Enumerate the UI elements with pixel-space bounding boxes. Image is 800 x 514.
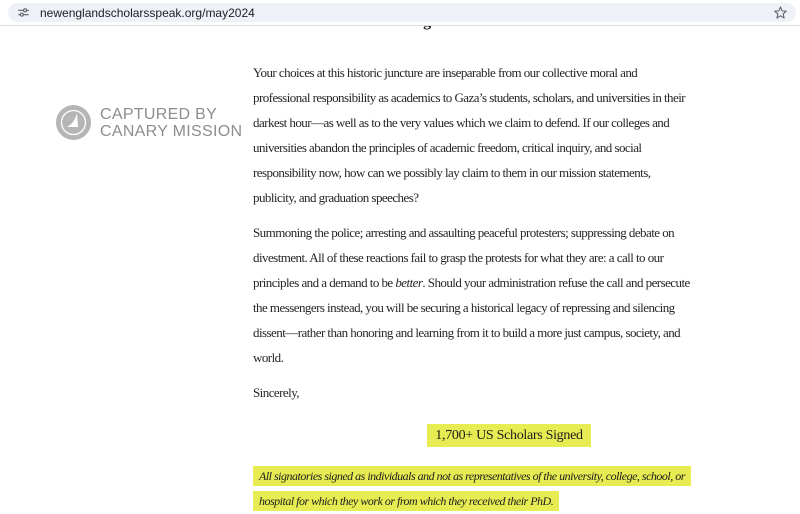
letter-line: universities abandon the principles of academic freedom, critical inquiry, and social: [253, 140, 642, 155]
url-text[interactable]: newenglandscholarsspeak.org/may2024: [40, 5, 255, 20]
disclaimer-line: All signatories signed as individuals and not as representatives of the university, college, school, or: [253, 464, 788, 489]
bookmark-star-icon[interactable]: [773, 5, 788, 20]
letter-line: the messengers instead, you will be securing a historical legacy of repressing and silencing: [253, 300, 675, 315]
line-segment: principles and a demand to be: [253, 275, 396, 290]
letter-line: divestment. All of these reactions fail to grasp the protests for what they are: a call to our: [253, 250, 664, 265]
letter-line: darkest hour—as well as to the very values which we claim to defend. If our colleges and: [253, 115, 670, 130]
open-letter-body: [253, 60, 788, 514]
scholars-signed-highlight: 1,700+ US Scholars Signed: [427, 424, 590, 447]
watermark-line2: CANARY MISSION: [100, 122, 243, 140]
letter-line: world.: [253, 350, 284, 365]
letter-line: responsibility now, how can we possibly lay claim to them in our mission statements,: [253, 165, 651, 180]
line-segment: . Should your administration refuse the call and persecute: [422, 275, 690, 290]
italic-word: better: [395, 275, 423, 290]
letter-line: professional responsibility as academics to Gaza’s students, scholars, and universities in their: [253, 90, 686, 105]
watermark-text: [100, 106, 242, 140]
letter-line: [253, 270, 788, 295]
letter-line: Summoning the police; arresting and assaulting peaceful protesters; suppressing debate on: [253, 225, 675, 240]
letter-line: publicity, and graduation speeches?: [253, 190, 419, 205]
letter-line: dissent—rather than honoring and learning from it to build a more just campus, society, and: [253, 325, 681, 340]
address-bar[interactable]: [8, 3, 796, 22]
letter-line: Your choices at this historic juncture are inseparable from our collective moral and: [253, 65, 638, 80]
signatories-disclaimer: [253, 464, 788, 514]
scholars-signed-line: [253, 423, 765, 448]
paragraph-2: [253, 220, 788, 370]
canary-bird-icon: [56, 105, 91, 140]
site-controls-icon[interactable]: [17, 6, 30, 19]
browser-toolbar: [0, 0, 800, 26]
letter-closing: Sincerely,: [253, 385, 299, 400]
disclaimer-line: hospital for which they work or from which they received their PhD.: [253, 489, 788, 514]
paragraph-1: [253, 60, 788, 210]
watermark-line1: CAPTURED BY: [100, 105, 218, 123]
canary-mission-watermark: [56, 105, 242, 140]
